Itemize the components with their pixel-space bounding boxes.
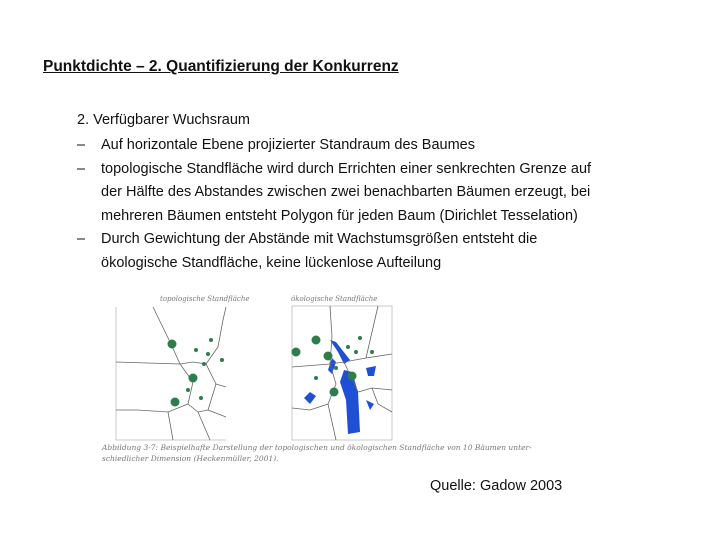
slide-title: Punktdichte – 2. Quantifizierung der Konkurrenz xyxy=(43,58,399,75)
voronoi-edges xyxy=(292,306,392,440)
bullet-dash: – xyxy=(77,137,86,153)
voronoi-edges xyxy=(116,307,226,440)
intro-heading: 2. Verfügbarer Wuchsraum xyxy=(77,112,251,128)
ecological-label: ökologische Standfläche xyxy=(291,295,378,303)
bullet-text-line: mehreren Bäumen entsteht Polygon für jeden Baum (Dirichlet Tesselation) xyxy=(101,207,578,224)
figure-caption-line: Abbildung 3-7: Beispielhafte Darstellung der topologischen und ökologischen Standfläche von 10 Bäumen unter- xyxy=(102,443,532,452)
bullet-text-line: ökologische Standfläche, keine lückenlose Aufteilung xyxy=(101,254,442,271)
bullet-dash: – xyxy=(77,231,86,247)
bullet-item xyxy=(77,158,717,229)
bullet-text-line: der Hälfte des Abstandes zwischen zwei benachbarten Bäumen erzeugt, bei xyxy=(101,184,591,200)
figure-caption xyxy=(102,442,532,464)
topological-panel xyxy=(116,295,249,440)
panel-border xyxy=(292,306,392,440)
bullet-item xyxy=(77,228,717,275)
bullet-list xyxy=(77,134,717,275)
tree-points xyxy=(168,338,225,407)
figure-caption-line: schiedlicher Dimension (Heckenmüller, 2001). xyxy=(102,454,279,463)
bullet-dash: – xyxy=(77,160,86,177)
bullet-text-line: Auf horizontale Ebene projizierter Standraum des Baumes xyxy=(101,137,475,153)
source-citation: Quelle: Gadow 2003 xyxy=(430,478,563,494)
ecological-panel xyxy=(291,295,392,440)
topological-label: topologische Standfläche xyxy=(160,295,250,303)
panel-border xyxy=(116,307,226,440)
bullet-text-line: topologische Standfläche wird durch Errichten einer senkrechten Grenze auf xyxy=(101,160,592,177)
voronoi-figure xyxy=(98,292,398,442)
bullet-item xyxy=(77,134,717,158)
bullet-text-line: Durch Gewichtung der Abstände mit Wachstumsgrößen entsteht die xyxy=(101,231,538,247)
ecological-gap-areas xyxy=(304,340,376,434)
